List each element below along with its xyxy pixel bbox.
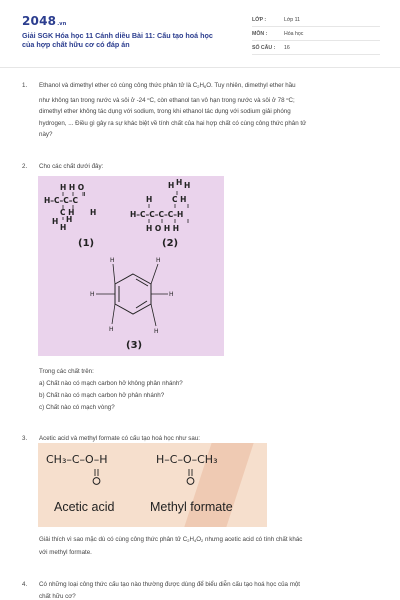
compound-1-structure (44, 183, 96, 249)
q1-line: dimethyl ether không tác dụng với sodium, trong khi ethanol tác dụng với sodium giải phóng (39, 108, 291, 116)
question-2-option-b: b) Chất nào có mạch carbon hở phân nhánh? (39, 392, 165, 399)
meta-value: Lớp 11 (284, 17, 300, 23)
question-3-intro: Acetic acid và methyl formate có cấu tạo hoá học như sau: (39, 435, 200, 442)
question-2-intro: Cho các chất dưới đây: (39, 163, 104, 170)
title-line-1: Giải SGK Hóa học 11 Cánh diều Bài 11: Cấu tạo hoá học (22, 31, 213, 40)
structures-figure (38, 176, 224, 356)
compound-2-structure (130, 178, 190, 249)
acetic-acid-name: Acetic acid (54, 500, 115, 514)
superscript: o (147, 95, 150, 101)
svg-text:H–C–C–C–C–H: H–C–C–C–C–H (130, 210, 184, 219)
carbonyl-bonds (38, 443, 267, 493)
svg-text:H: H (156, 257, 161, 264)
svg-text:H: H (169, 291, 174, 298)
q3-text: Giải thích vì sao mặc dù có cùng công thức phân tử C (39, 536, 188, 543)
svg-text:H: H (52, 217, 59, 226)
q1-text: như không tan trong nước và sôi ở -24 (39, 96, 148, 104)
meta-key: MÔN : (252, 31, 268, 37)
question-2-option-c: c) Chất nào có mạch vòng? (39, 404, 115, 411)
svg-text:H: H (146, 195, 153, 204)
meta-key: SỐ CÂU : (252, 45, 276, 51)
methyl-formate-name: Methyl formate (150, 500, 233, 514)
q3-line: với methyl formate. (39, 548, 92, 556)
logo-text: 2048 (22, 14, 57, 28)
q3-text: nhưng acetic acid có tính chất khác (203, 536, 303, 543)
q1-line: này? (39, 131, 53, 139)
meta-key: LỚP : (252, 17, 267, 23)
q1-text: C; (288, 96, 295, 104)
question-3-number: 3. (22, 435, 28, 442)
meta-value: 16 (284, 45, 290, 51)
question-2-caption: Trong các chất trên: (39, 368, 94, 375)
subscript: 2 (201, 538, 204, 543)
svg-text:H: H (90, 208, 97, 217)
header-divider (0, 67, 400, 68)
question-4-number: 4. (22, 581, 28, 588)
compound-3-structure (90, 257, 174, 351)
q3-line (39, 534, 384, 547)
question-2-option-a: a) Chất nào có mạch carbon hở không phân nhánh? (39, 380, 183, 387)
svg-text:H: H (168, 181, 175, 190)
q4-line: Có những loại công thức cấu tạo nào thường được dùng để biểu diễn cấu tạo hoá học của một (39, 581, 301, 588)
subscript: 6 (203, 84, 207, 89)
svg-text:H: H (110, 257, 115, 264)
q1-line: hydrogen, ... Điều gì gây ra sự khác biệt về tính chất của hai hợp chất có cùng công thức phân tử (39, 119, 307, 127)
q1-text: C, còn ethanol tan vô hạn trong nước và sôi ở 78 (149, 96, 287, 104)
q3-text: H (189, 536, 194, 543)
compound-2-label: (2) (162, 238, 179, 249)
compound-1-label: (1) (78, 238, 95, 249)
q1-text: Ethanol và dimethyl ether có cùng công thức phân tử là C (39, 82, 198, 89)
compound-3-label: (3) (126, 340, 143, 351)
subscript: 2 (197, 84, 200, 89)
svg-text:H: H (184, 181, 191, 190)
meta-grade (252, 13, 380, 27)
question-4-text (39, 579, 384, 600)
subscript: 4 (193, 538, 197, 543)
q1-line (39, 93, 384, 107)
svg-text:H–C–C–C: H–C–C–C (44, 196, 79, 205)
q1-line (39, 80, 384, 93)
meta-question-count (252, 41, 380, 55)
svg-text:H O H H: H O H H (146, 224, 180, 233)
site-logo[interactable] (22, 14, 67, 28)
svg-text:H: H (176, 178, 183, 187)
svg-text:H: H (154, 328, 159, 335)
structural-formulas-diagram (38, 176, 224, 356)
methyl-formate-formula: H–C–O–CH₃ (156, 453, 218, 466)
svg-text:C H: C H (60, 208, 75, 217)
acetic-acid-formula: CH₃–C–O–H (46, 453, 108, 466)
subscript: 2 (187, 538, 190, 543)
q3-text: O (196, 536, 202, 543)
superscript: o (286, 95, 289, 101)
svg-text:H: H (66, 215, 73, 224)
svg-text:H: H (90, 291, 95, 298)
svg-text:C H: C H (172, 195, 187, 204)
q1-text: O. Tuy nhiên, dimethyl ether hầu (206, 82, 296, 89)
question-1-text (39, 80, 384, 141)
svg-text:H: H (109, 326, 114, 333)
svg-text:H: H (60, 223, 67, 232)
question-3-text (39, 534, 384, 558)
meta-value: Hóa học (284, 31, 304, 37)
logo-suffix: .vn (57, 21, 67, 27)
q4-line: chất hữu cơ? (39, 592, 76, 600)
svg-text:H H O: H H O (60, 183, 85, 192)
document-title (22, 31, 234, 49)
question-1-number: 1. (22, 82, 28, 89)
page-header (0, 0, 400, 66)
question-2-number: 2. (22, 163, 28, 170)
title-line-2: của hợp chất hữu cơ có đáp án (22, 40, 130, 49)
meta-subject (252, 27, 380, 41)
acetic-methylformate-figure (38, 443, 267, 527)
q1-text: H (199, 82, 204, 89)
